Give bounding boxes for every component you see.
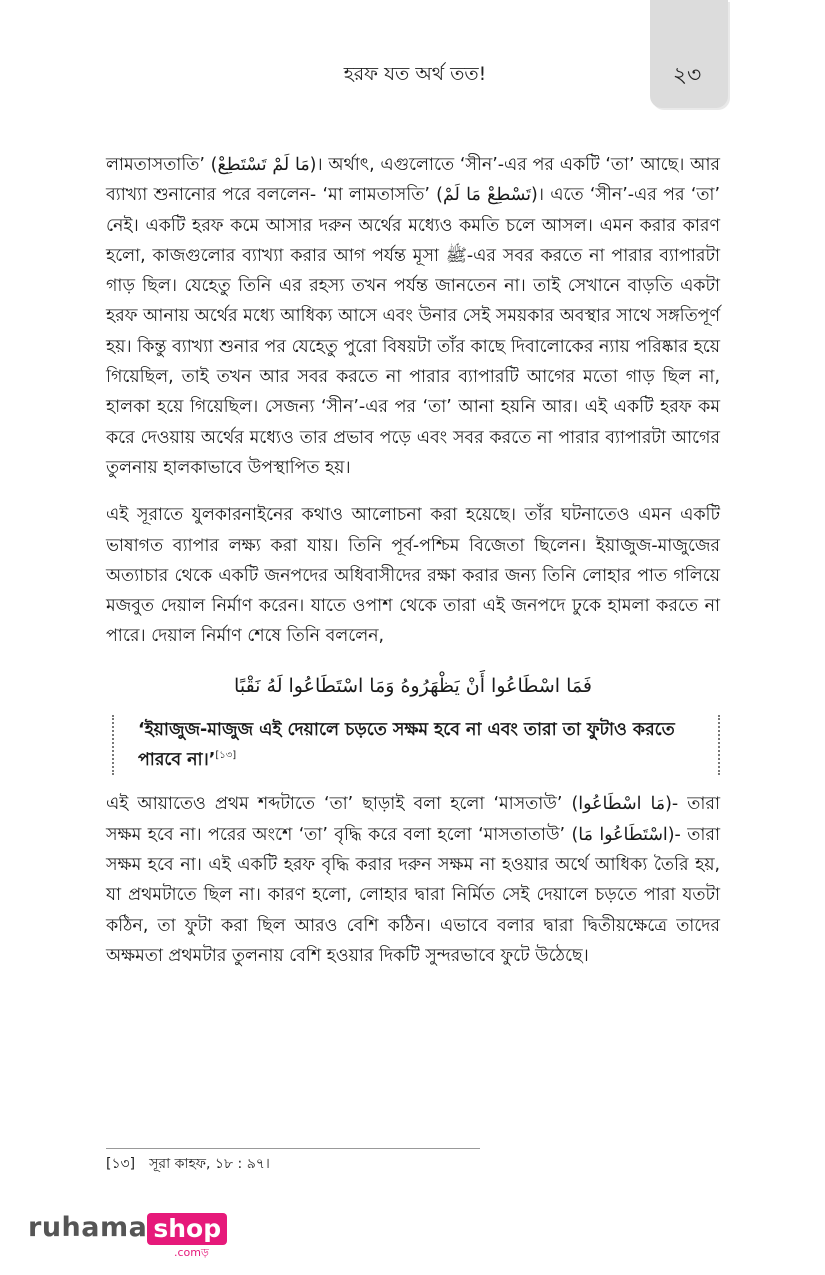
quote-text: ‘ইয়াজুজ-মাজুজ এই দেয়ালে চড়তে সক্ষম হবে না এবং তারা তা ফুটাও করতে পারবে না।’ [138,719,675,771]
paragraph-3: এই আয়াতেও প্রথম শব্দটাতে ‘তা’ ছাড়াই বলা হলো ‘মাসতাউ’ (مَا اسْطَاعُوا)- তারা সক্ষম হবে না। পরের অংশে ‘তা’ বৃদ্ধি করে বলা হলো ‘মাসতাতাউ’ (اسْتَطَاعُوا مَا)- তারা সক্ষম হবে না। এই একটি হরফ বৃদ্ধি করার দরুন সক্ষম না হওয়ার অর্থে আধিক্য তৈরি হয়, যা প্রথমটাতে ছিল না। কারণ হলো, লোহার দ্বারা নির্মিত সেই দেয়ালে চড়তে পারা যতটা কঠিন, তা ফুটা করা ছিল আরও বেশি কঠিন। এভাবে বলার দ্বারা দ্বিতীয়ক্ষেত্রে তাদের অক্ষমতা প্রথমটার তুলনায় বেশি হওয়ার দিকটি সুন্দরভাবে ফুটে উঠেছে। [106,794,720,966]
page-number: ২৩ [672,63,702,88]
quranic-verse: فَمَا اسْطَاعُوا أَنْ يَظْهَرُوهُ وَمَا اسْتَطَاعُوا لَهُ نَقْبًا [234,674,592,697]
arabic-phrase: تَسْطِعْ مَا لَمْ [442,185,531,206]
arabic-phrase: مَا لَمْ تَسْتَطِعْ [217,155,310,175]
arabic-phrase: مَا اسْطَاعُوا [578,794,666,815]
translation-quote [112,715,720,776]
logo-text-shop: shop [147,1213,227,1245]
ruhamashop-logo [28,1212,227,1259]
footnote-divider [106,1148,480,1149]
paragraph-2: এই সূরাতে যুলকারনাইনের কথাও আলোচনা করা হয়েছে। তাঁর ঘটনাতেও এমন একটি ভাষাগত ব্যাপার লক্ষ্য করা যায়। তিনি পূর্ব-পশ্চিম বিজেতা ছিলেন। ইয়াজুজ-মাজুজের অত্যাচার থেকে একটি জনপদের অধিবাসীদের রক্ষা করার জন্য তিনি লোহার পাত গলিয়ে মজবুত দেয়াল নির্মাণ করেন। যাতে ওপাশ থেকে তারা এই জনপদে ঢুকে হামলা করতে না পারে। দেয়াল নির্মাণ শেষে তিনি বললেন, [106,505,720,647]
footnote [106,1152,270,1176]
logo-text-ruhama: ruhama [28,1212,148,1243]
logo-domain: .comড় [174,1246,209,1259]
salutation-symbol: ﷺ [445,245,467,266]
running-title: হরফ যত অর্থ তত! [343,63,487,85]
paragraph-1: লামতাসতাতি’ (مَا لَمْ تَسْتَطِعْ)। অর্থাৎ, এগুলোতে ‘সীন’-এর পর একটি ‘তা’ আছে। আর ব্যাখ্যা শুনানোর পরে বললেন- ‘মা লামতাসতি’ (تَسْطِعْ مَا لَمْ)। এতে ‘সীন’-এর পর ‘তা’ নেই। একটি হরফ কমে আসার দরুন অর্থের মধ্যেও কমতি চলে আসল। এমন করার কারণ হলো, কাজগুলোর ব্যাখ্যা করার আগ পর্যন্ত মূসা ﷺ-এর সবর করতে না পারার ব্যাপারটা গাড় ছিল। যেহেতু তিনি এর রহস্য তখন পর্যন্ত জানতেন না। তাই সেখানে বাড়তি একটা হরফ আনায় অর্থের মধ্যে আধিক্য আসে এবং উনার সেই সময়কার অবস্থার সাথে সঙ্গতিপূর্ণ হয়। কিন্তু ব্যাখ্যা শুনার পর যেহেতু পুরো বিষয়টা তাঁর কাছে দিবালোকের ন্যায় পরিষ্কার হয়ে গিয়েছিল, তাই তখন আর সবর করতে না পারার ব্যাপারটি আগের মতো গাড় ছিল না, হালকা হয়ে গিয়েছিল। সেজন্য ‘সীন’-এর পর ‘তা’ আনা হয়নি আর। এই একটি হরফ কম করে দেওয়ায় অর্থের মধ্যেও তার প্রভাব পড়ে এবং সবর করতে না পারার ব্যাপারটা আগের তুলনায় হালকাভাবে উপস্থাপিত হয়। [106,155,720,478]
arabic-phrase: اسْتَطَاعُوا مَا [578,824,668,845]
footnote-text: সূরা কাহফ, ১৮ : ৯৭। [149,1156,270,1172]
main-text [106,150,720,988]
footnote-marker: [১৩] [106,1156,136,1172]
footnote-reference[interactable]: [১৩] [215,750,237,762]
